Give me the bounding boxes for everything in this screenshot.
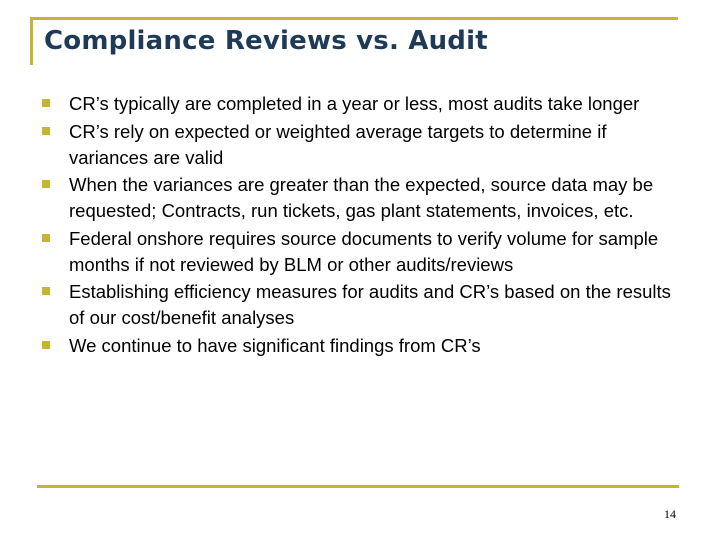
square-bullet-icon [42,234,50,242]
bullet-list [40,91,690,360]
square-bullet-icon [42,180,50,188]
bullet-item [40,91,690,117]
bullet-text: We continue to have significant findings from CR’s [69,334,481,356]
bullet-text: CR’s rely on expected or weighted average targets to determine if variances are valid [69,120,607,168]
bullet-item [40,119,690,171]
bullet-item [40,333,690,359]
square-bullet-icon [42,287,50,295]
square-bullet-icon [42,341,50,349]
bullet-text: Federal onshore requires source documents to verify volume for sample months if not reviewed by BLM or other audits/reviews [69,227,659,275]
bullet-text: CR’s typically are completed in a year or less, most audits take longer [69,93,640,114]
bullet-text: When the variances are greater than the expected, source data may be requested; Contracts, run tickets, gas plant statements, invoices, etc. [69,174,654,221]
bullet-text: Establishing efficiency measures for audits and CR’s based on the results of our cost/benefit analyses [69,281,671,328]
bullet-item [40,172,690,224]
slide-title: Compliance Reviews vs. Audit [44,26,488,56]
bullet-item [40,226,690,278]
footer-divider [37,485,679,488]
bullet-item [40,279,690,331]
square-bullet-icon [42,127,50,135]
square-bullet-icon [42,99,50,107]
page-number: 14 [664,507,676,521]
